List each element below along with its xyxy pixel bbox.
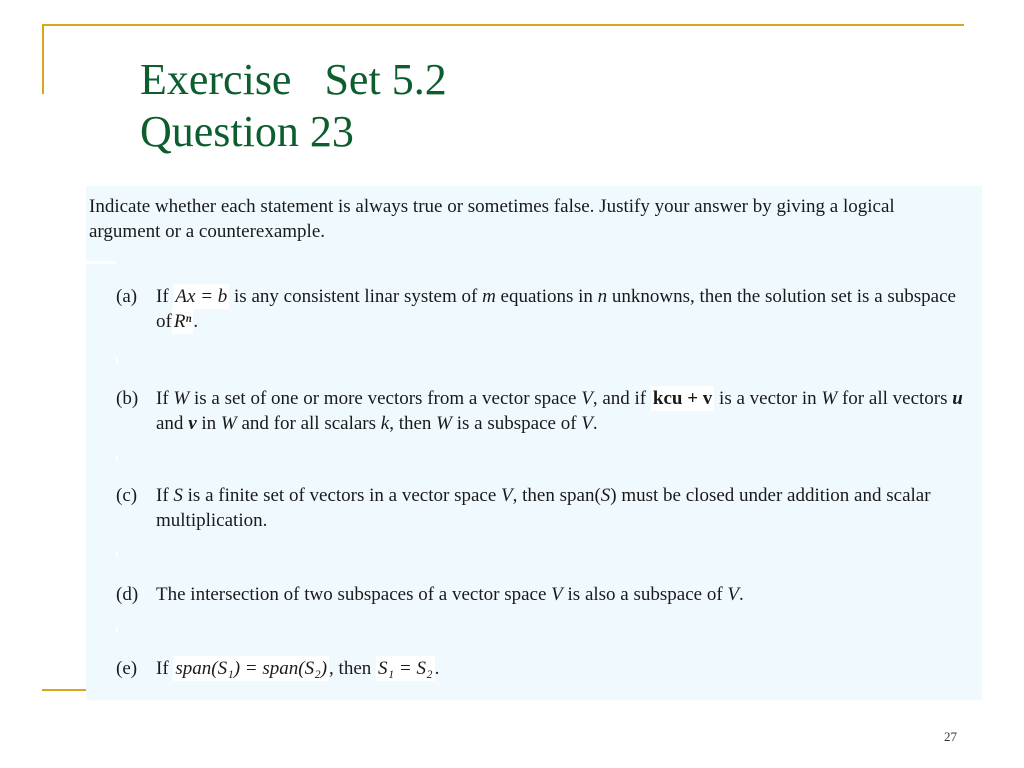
text-span: equations in bbox=[500, 286, 593, 307]
text-span: . bbox=[592, 413, 598, 434]
text-span: is any consistent linar system of bbox=[234, 286, 478, 307]
math-expression: span(S₁) = span(S₂) bbox=[175, 658, 328, 679]
marker bbox=[116, 358, 118, 364]
page-number: 27 bbox=[944, 729, 957, 744]
text-span: is also a subspace of bbox=[567, 584, 723, 605]
text-span: for all vectors bbox=[841, 388, 948, 409]
math-variable: n bbox=[597, 286, 608, 307]
text-span: , then bbox=[389, 413, 432, 434]
text-span: ) must be closed under addition and scalar multiplication. bbox=[156, 485, 931, 531]
text-span: is a set of one or more vectors from a vector space bbox=[193, 388, 577, 409]
divider bbox=[86, 261, 116, 264]
text-span: in bbox=[201, 413, 217, 434]
text-span: If bbox=[156, 658, 169, 679]
math-variable: k bbox=[380, 413, 390, 434]
math-variable: W bbox=[821, 388, 838, 409]
text-span: If bbox=[156, 485, 169, 506]
marker bbox=[116, 626, 118, 632]
text-span: , and if bbox=[592, 388, 647, 409]
statement-d bbox=[116, 582, 966, 607]
text-span: . bbox=[434, 658, 440, 679]
statement-text bbox=[156, 483, 966, 533]
math-expression: kcu + v bbox=[652, 388, 713, 409]
statement-label: (a) bbox=[116, 286, 138, 307]
statement-text bbox=[156, 656, 966, 681]
text-span: The intersection of two subspaces of a vector space bbox=[156, 584, 547, 605]
text-span: is a vector in bbox=[719, 388, 817, 409]
title-line-2: Question 23 bbox=[140, 107, 354, 156]
statement-label: (d) bbox=[116, 584, 139, 605]
text-span: is a finite set of vectors in a vector space bbox=[187, 485, 497, 506]
text-span: , then span( bbox=[512, 485, 601, 506]
statement-b bbox=[116, 386, 966, 436]
marker bbox=[116, 456, 118, 462]
question-image-box bbox=[86, 186, 982, 700]
text-span: unknowns, then the solution set is a subspace of bbox=[156, 286, 956, 332]
math-variable: V bbox=[551, 584, 563, 605]
math-variable: S bbox=[173, 485, 183, 506]
slide-title bbox=[140, 54, 447, 158]
math-variable: W bbox=[173, 388, 190, 409]
title-line-1: Exercise Set 5.2 bbox=[140, 55, 447, 104]
math-variable: W bbox=[436, 413, 452, 434]
text-span: . bbox=[739, 584, 744, 605]
statement-e bbox=[116, 656, 966, 681]
math-expression: Rⁿ bbox=[173, 311, 192, 332]
math-variable: V bbox=[581, 388, 593, 409]
text-span: , then bbox=[329, 658, 372, 679]
text-span: If bbox=[156, 388, 169, 409]
frame-top-line bbox=[42, 24, 964, 26]
frame-left-line bbox=[42, 24, 44, 94]
math-variable: S bbox=[600, 485, 611, 506]
text-span: and for all scalars bbox=[241, 413, 377, 434]
text-span: is a subspace of bbox=[456, 413, 577, 434]
math-variable: W bbox=[220, 413, 237, 434]
math-variable: V bbox=[727, 584, 740, 605]
text-span: If bbox=[156, 286, 169, 307]
statement-text bbox=[156, 284, 966, 334]
statement-text bbox=[156, 386, 966, 436]
math-variable: m bbox=[482, 286, 496, 307]
math-variable: u bbox=[952, 388, 963, 409]
statement-text bbox=[156, 582, 966, 607]
frame-bottom-line bbox=[42, 689, 92, 691]
marker bbox=[116, 552, 118, 558]
math-variable: V bbox=[501, 485, 513, 506]
math-expression: Ax = b bbox=[175, 286, 228, 307]
text-span: . bbox=[193, 311, 199, 332]
instructions-text: Indicate whether each statement is always true or sometimes false. Justify your answer by giving a logical argument or a counterexample. bbox=[89, 196, 895, 242]
statement-c bbox=[116, 483, 966, 533]
statement-label: (e) bbox=[116, 658, 138, 679]
statement-label: (c) bbox=[116, 485, 138, 506]
math-variable: V bbox=[581, 413, 593, 434]
math-expression: S₁ = S₂ bbox=[378, 658, 433, 679]
text-span: and bbox=[156, 413, 184, 434]
statement-a bbox=[116, 284, 966, 334]
math-variable: v bbox=[188, 413, 197, 434]
statement-label: (b) bbox=[116, 388, 139, 409]
